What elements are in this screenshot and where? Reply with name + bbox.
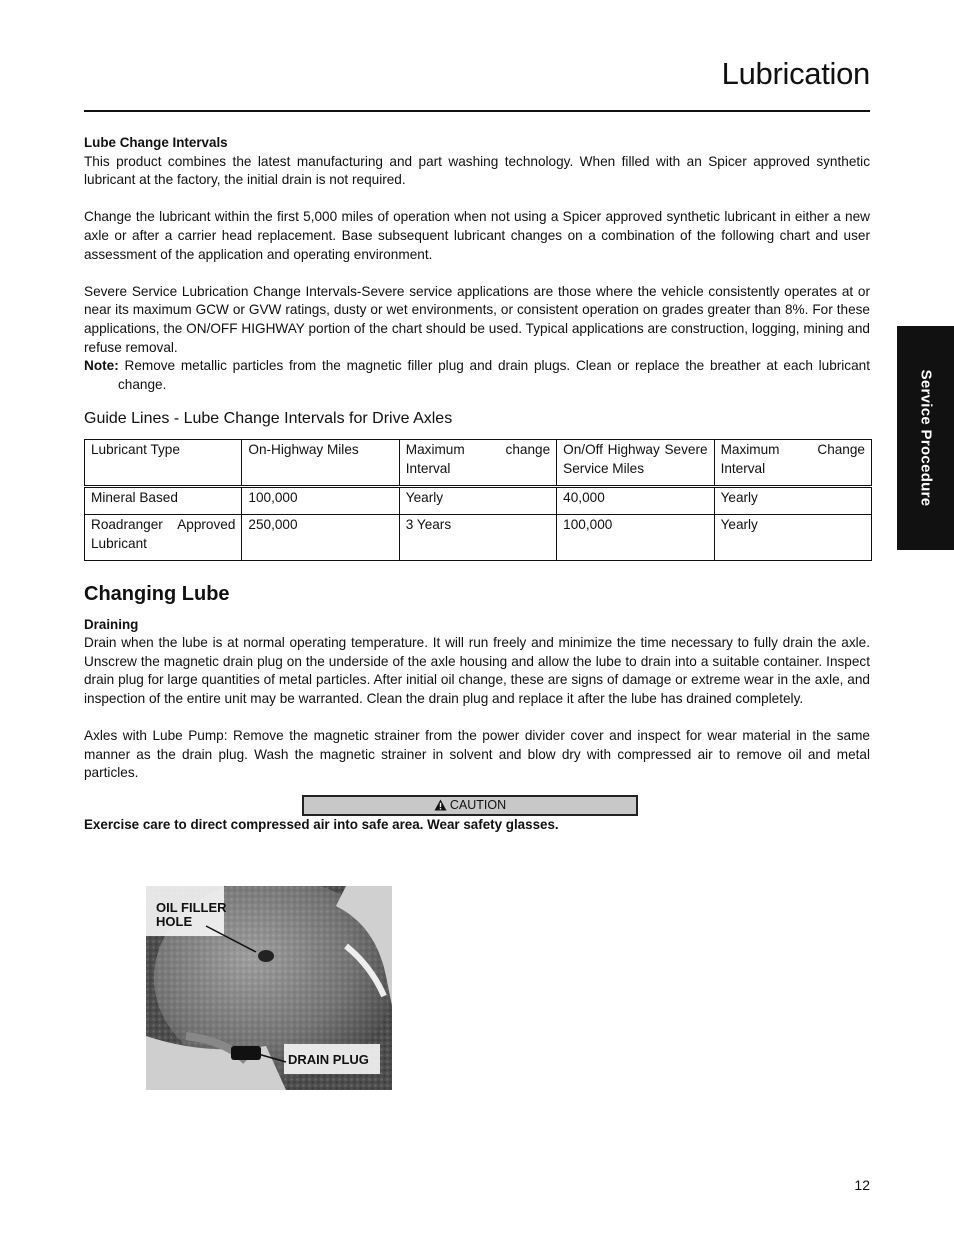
section-title: Changing Lube [84, 582, 230, 605]
side-section-tab-label: Service Procedure [917, 369, 934, 507]
photo-label-oil-filler-line2: HOLE [156, 914, 193, 929]
table-cell: 40,000 [557, 486, 714, 514]
draining-para-2: Axles with Lube Pump: Remove the magnetic strainer from the power divider cover and inspect for wear material in the same manner as the drain plug. Wash the magnetic strainer in solvent and blow dry with compressed air to remove oil and metal particles. [84, 728, 870, 781]
photo-label-oil-filler-line1: OIL FILLER [156, 900, 227, 915]
table-cell: 250,000 [242, 514, 399, 560]
caution-box [302, 795, 638, 816]
lube-intervals-table [84, 439, 872, 561]
table-header-row [85, 439, 872, 486]
note-text: Remove metallic particles from the magnetic filler plug and drain plugs. Clean or replace the breather at each lubricant change. [118, 358, 871, 392]
main-content [84, 134, 870, 834]
page-title: Lubrication [721, 56, 870, 91]
table-cell: 100,000 [557, 514, 714, 560]
axle-drain-photo [146, 886, 392, 1090]
warning-triangle-icon [434, 799, 447, 811]
table-cell: Roadranger Approved Lubricant [85, 514, 242, 560]
table-cell: Yearly [399, 486, 556, 514]
side-section-tab [897, 326, 954, 550]
caution-label: CAUTION [449, 798, 507, 813]
table-row [85, 486, 872, 514]
table-header-cell: On/Off Highway Severe Service Miles [557, 439, 714, 486]
table-header-cell: On-Highway Miles [242, 439, 399, 486]
title-divider [84, 110, 870, 112]
table-cell: Mineral Based [85, 486, 242, 514]
table-title: Guide Lines - Lube Change Intervals for Drive Axles [84, 410, 453, 428]
table-cell: 100,000 [242, 486, 399, 514]
lube-intervals-heading: Lube Change Intervals [84, 135, 228, 150]
table-row [85, 514, 872, 560]
safety-warning: Exercise care to direct compressed air into safe area. Wear safety glasses. [84, 816, 559, 832]
note-paragraph [84, 357, 870, 394]
caution-box-wrapper [70, 795, 870, 816]
lube-intervals-para-1: This product combines the latest manufacturing and part washing technology. When filled with an Spicer approved synthetic lubricant at the factory, the initial drain is not required. [84, 153, 870, 188]
draining-para-1: Drain when the lube is at normal operating temperature. It will run freely and minimize the time necessary to fully drain the axle. Unscrew the magnetic drain plug on the underside of the axle housing and allow the lube to drain into a suitable container. Inspect drain plug for large quantities of metal particles. After initial oil change, these are signs of damage or extreme wear in the axle, and inspection of the entire unit may be warranted. Clean the drain plug and replace it after the lube has drained completely. [84, 635, 870, 706]
page-number: 12 [854, 1177, 870, 1193]
table-header-cell: Lubricant Type [85, 439, 242, 486]
lube-intervals-para-3: Severe Service Lubrication Change Intervals-Severe service applications are those where the vehicle consistently operates at or near its maximum GCW or GVW ratings, dusty or wet environments, or consistent operation on grades greater than 8%. For these applications, the ON/OFF HIGHWAY portion of the chart should be used. Typical applications are construction, logging, mining and refuse removal. [84, 283, 870, 355]
table-cell: 3 Years [399, 514, 556, 560]
table-cell: Yearly [714, 486, 871, 514]
table-header-cell: Maximum Change Interval [714, 439, 871, 486]
draining-heading: Draining [84, 616, 139, 632]
photo-label-drain-plug: DRAIN PLUG [288, 1052, 369, 1067]
note-label: Note: [84, 358, 119, 374]
table-cell: Yearly [714, 514, 871, 560]
table-header-cell: Maximum change Interval [399, 439, 556, 486]
lube-intervals-para-2: Change the lubricant within the first 5,000 miles of operation when not using a Spicer approved synthetic lubricant in either a new axle or after a carrier head replacement. Base subsequent lubricant changes on a combination of the following chart and user assessment of the application and operating environment. [84, 209, 870, 262]
